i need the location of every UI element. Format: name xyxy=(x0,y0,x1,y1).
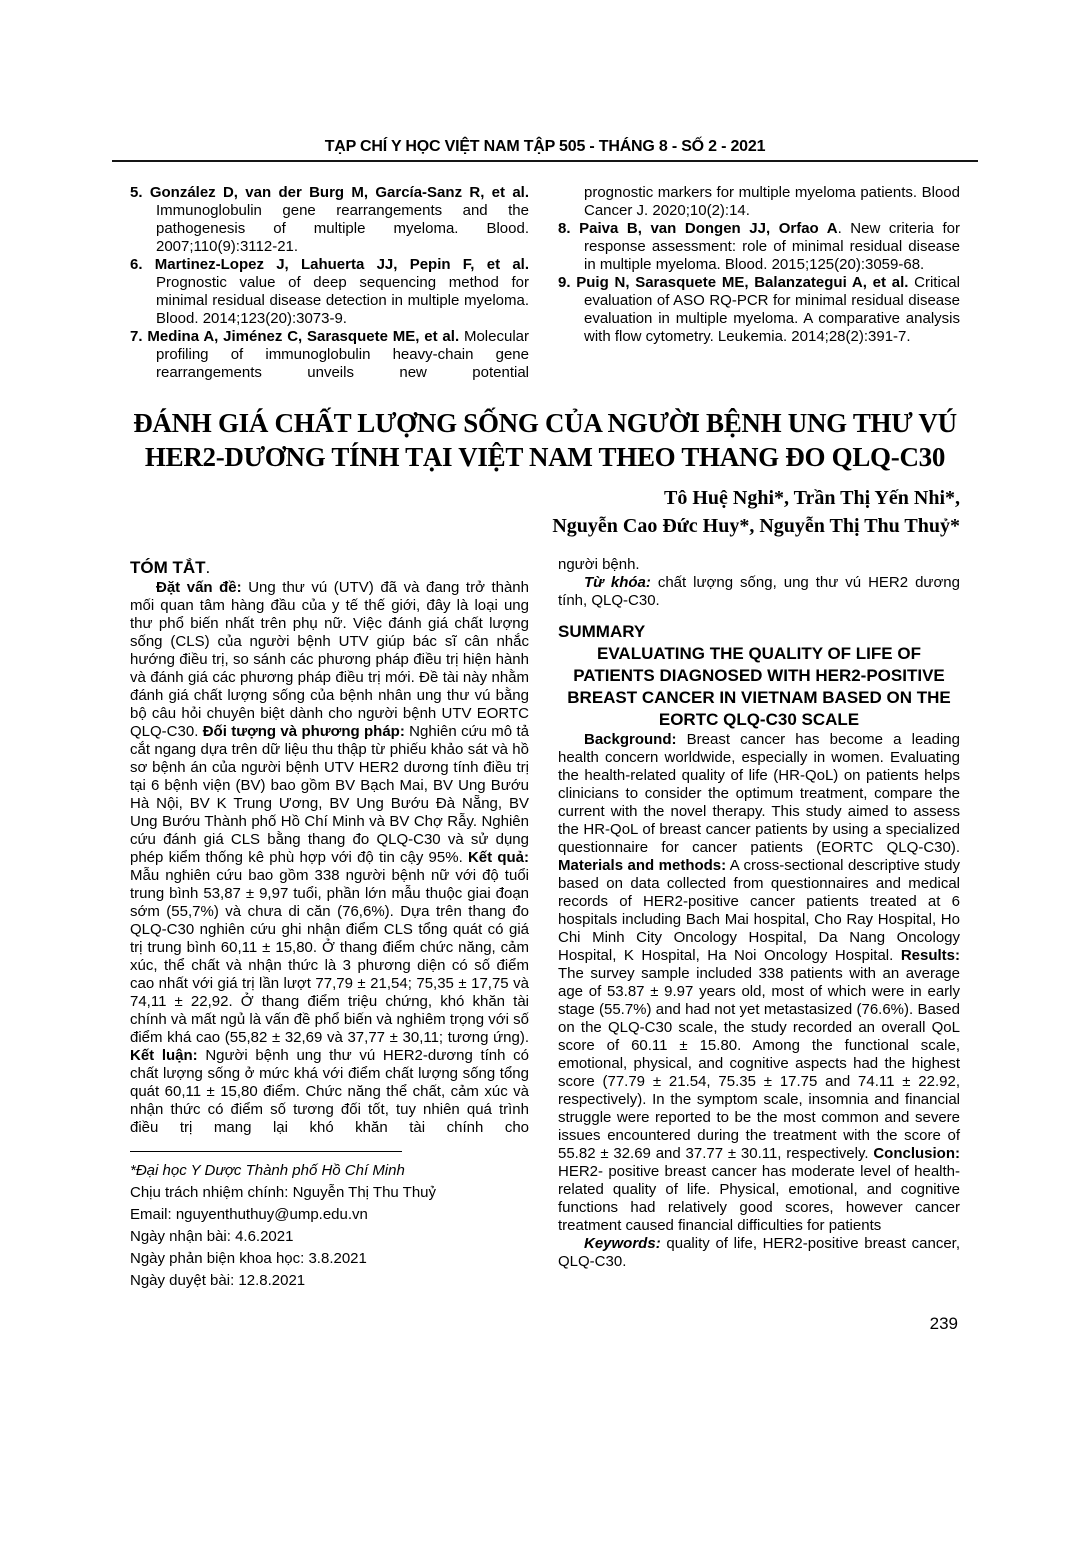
keywords-vi: Từ khóa: chất lượng sống, ung thư vú HER2 dương tính, QLQ-C30. xyxy=(558,574,960,609)
reference-item-8 xyxy=(558,220,960,274)
reference-authors: Medina A, Jiménez C, Sarasquete ME, et al. xyxy=(147,328,460,345)
article-title-vi xyxy=(130,406,960,474)
footnote-divider xyxy=(130,1151,402,1152)
references-right-column xyxy=(558,184,960,382)
article-title-line-1: ĐÁNH GIÁ CHẤT LƯỢNG SỐNG CỦA NGƯỜI BỆNH UNG THƯ VÚ xyxy=(133,408,957,438)
reference-text: Critical evaluation of ASO RQ-PCR for minimal residual disease evaluation in multiple myeloma. A comparative analysis with flow cytometry. Leukemia. 2014;28(2):391-7. xyxy=(584,274,960,345)
summary-paragraph-en: Background: Breast cancer has become a leading health concern worldwide, especially in women. Evaluating the health-related quality of life (HR-QoL) on patients helps clinicians to consider the optimum treatment, compare the current with the novel therapy. This study aimed to assess the HR-QoL of breast cancer patients by using a specialized questionnaire for cancer patients (EORTC QLQ-C30). Materials and methods: A cross-sectional descriptive study based on data collected from questionnaires and medical records of HER2-positive cancer patients treated at 6 hospitals including Bach Mai hospital, Cho Ray Hospital, Ho Chi Minh City Oncology Hospital, Da Nang Oncology Hospital, K Hospital, Ha Noi Oncology Hospital. Results: The survey sample included 338 patients with an average age of 53.87 ± 9.97 years old, most of which were in early stage (55.7%) and had not yet metastasized (76.6%). Based on the QLQ-C30 scale, the study recorded an overall QoL score of 60.11 ± 15.80. Among the functional scale, emotional, physical, and cognitive aspects had the highest score (77.79 ± 21.54, 75.35 ± 17.75 and 74.11 ± 22.92, respectively). In the symptom scale, insomnia and financial struggle were reported to be the most common and severe issues encountered during the treatment with the score of 55.82 ± 32.69 and 37.77 ± 30.11, respectively. Conclusion: HER2- positive breast cancer has moderate level of health-related quality of life. Physical, emotional, and cognitive functions had relatively good scores, however cancer treatment caused financial difficulties for patients xyxy=(558,731,960,1234)
reference-authors: Paiva B, van Dongen JJ, Orfao A xyxy=(579,220,838,237)
reference-number: 9. xyxy=(558,274,571,291)
reference-authors: Puig N, Sarasquete ME, Balanzategui A, et al. xyxy=(576,274,909,291)
reference-text: Molecular profiling of immunoglobulin heavy-chain gene rearrangements unveils new potential xyxy=(156,328,529,381)
authors-line-2: Nguyễn Cao Đức Huy*, Nguyễn Thị Thu Thuỷ* xyxy=(552,515,960,537)
page-number: 239 xyxy=(929,1314,958,1333)
body-right-column xyxy=(558,556,960,1292)
reference-text: . New criteria for response assessment: role of minimal residual disease in multiple myeloma. Blood. 2015;125(20):3059-68. xyxy=(584,220,960,273)
reference-number: 8. xyxy=(558,220,571,237)
authors-block xyxy=(130,484,960,540)
authors-line-1: Tô Huệ Nghi*, Trần Thị Yến Nhi*, xyxy=(664,487,960,509)
reference-text: Immunoglobulin gene rearrangements and the pathogenesis of multiple myeloma. Blood. 2007;110(9):3112-21. xyxy=(156,202,529,255)
article-body xyxy=(130,556,960,1292)
footnote-accepted-date: Ngày duyệt bài: 12.8.2021 xyxy=(130,1272,306,1289)
reference-text: Prognostic value of deep sequencing method for minimal residual disease detection in multiple myeloma. Blood. 2014;123(20):3073-9. xyxy=(156,274,529,327)
reference-number: 5. xyxy=(130,184,143,201)
reference-7-continuation: prognostic markers for multiple myeloma patients. Blood Cancer J. 2020;10(2):14. xyxy=(584,184,960,219)
footnote-block xyxy=(130,1151,529,1292)
footnote-email: Email: nguyenthuthuy@ump.edu.vn xyxy=(130,1206,368,1223)
reference-item-5 xyxy=(130,184,529,256)
summary-heading xyxy=(558,620,960,643)
summary-heading-text: SUMMARY xyxy=(558,622,646,641)
references-section xyxy=(130,184,960,382)
article-title-en: EVALUATING THE QUALITY OF LIFE OF PATIENTS DIAGNOSED WITH HER2-POSITIVE BREAST CANCER IN VIETNAM BASED ON THE EORTC QLQ-C30 SCALE xyxy=(567,644,951,729)
journal-header xyxy=(130,138,960,162)
footnote-affiliation: *Đại học Y Dược Thành phố Hồ Chí Minh xyxy=(130,1162,405,1179)
reference-number: 7. xyxy=(130,328,143,345)
journal-header-title: TẠP CHÍ Y HỌC VIỆT NAM TẬP 505 - THÁNG 8 - SỐ 2 - 2021 xyxy=(324,138,766,155)
body-left-column xyxy=(130,556,529,1292)
footnote-corresponding-author: Chịu trách nhiệm chính: Nguyễn Thị Thu Thuỷ xyxy=(130,1184,437,1201)
reference-authors: González D, van der Burg M, García-Sanz R, et al. xyxy=(149,184,529,201)
abstract-continuation: người bệnh. xyxy=(558,556,640,573)
header-rule xyxy=(112,160,978,162)
footnote-review-date: Ngày phản biện khoa học: 3.8.2021 xyxy=(130,1250,367,1267)
reference-number: 6. xyxy=(130,256,143,273)
keywords-en: Keywords: quality of life, HER2-positive breast cancer, QLQ-C30. xyxy=(558,1235,960,1270)
article-title-line-2: HER2-DƯƠNG TÍNH TẠI VIỆT NAM THEO THANG ĐO QLQ-C30 xyxy=(144,442,946,472)
abstract-paragraph-vi: Đặt vấn đề: Ung thư vú (UTV) đã và đang trở thành mối quan tâm hàng đầu của y tế thế giới, đây là loại ung thư phổ biến nhất trên phụ nữ. Việc đánh giá chất lượng sống (CLS) của người bệnh UTV giúp bác sĩ cân nhắc hướng điều trị, so sánh các phương pháp điều trị hiện hành và đánh giá các phương pháp điều trị mới. Đề tài này nhằm đánh giá chất lượng sống của bệnh nhân ung thư vú bằng bộ câu hỏi chuyên biệt dành cho người bệnh UTV EORTC QLQ-C30. Đối tượng và phương pháp: Nghiên cứu mô tả cắt ngang dựa trên dữ liệu thu thập từ phiếu khảo sát và hồ sơ bệnh án của người bệnh UTV HER2 dương tính điều trị tại 6 bệnh viện (BV) bao gồm BV Bạch Mai, BV Ung Bướu Hà Nội, BV K Trung Ương, BV Ung Bướu Đà Nẵng, BV Ung Bướu Thành phố Hồ Chí Minh và BV Chợ Rẫy. Nghiên cứu đánh giá CLS bằng thang đo QLQ-C30 và sử dụng phép kiểm thống kê phù hợp với độ tin cậy 95%. Kết quả: Mẫu nghiên cứu bao gồm 338 người bệnh nữ với độ tuổi trung bình 53,87 ± 9,97 tuổi, phần lớn mẫu thuộc giai đoạn sớm (55,7%) và chưa di căn (76,6%). Dựa trên thang đo QLQ-C30 nghiên cứu ghi nhận điểm CLS tổng quát có giá trị trung bình 60,11 ± 15,80. Ở thang điểm chức năng, cảm xúc, thể chất và nhận thức là 3 phương diện có số điểm cao nhất với giá trị lần lượt 77,79 ± 21,54; 75,35 ± 17,75 và 74,11 ± 22,92. Ở thang điểm triệu chứng, khó khăn tài chính và mất ngủ là vấn đề phổ biến và nghiêm trọng với số điểm khá cao (55,82 ± 32,69 và 37,77 ± 30,11; tương ứng). Kết luận: Người bệnh ung thư vú HER2-dương tính có chất lượng sống ở mức khá với điểm chất lượng sống tổng quát 60,11 ± 15,80 điểm. Chức năng thể chất, cảm xúc và nhận thức có điểm số tương đối tốt, tuy nhiên quá trình điều trị mang lại khó khăn tài chính cho xyxy=(130,579,529,1136)
reference-item-6 xyxy=(130,256,529,328)
reference-authors: Martinez-Lopez J, Lahuerta JJ, Pepin F, et al. xyxy=(154,256,529,273)
reference-item-7 xyxy=(130,328,529,382)
tomtat-heading: TÓM TẮT. xyxy=(130,558,211,577)
references-left-column xyxy=(130,184,529,382)
reference-item-9 xyxy=(558,274,960,346)
footnote-received-date: Ngày nhận bài: 4.6.2021 xyxy=(130,1228,294,1245)
